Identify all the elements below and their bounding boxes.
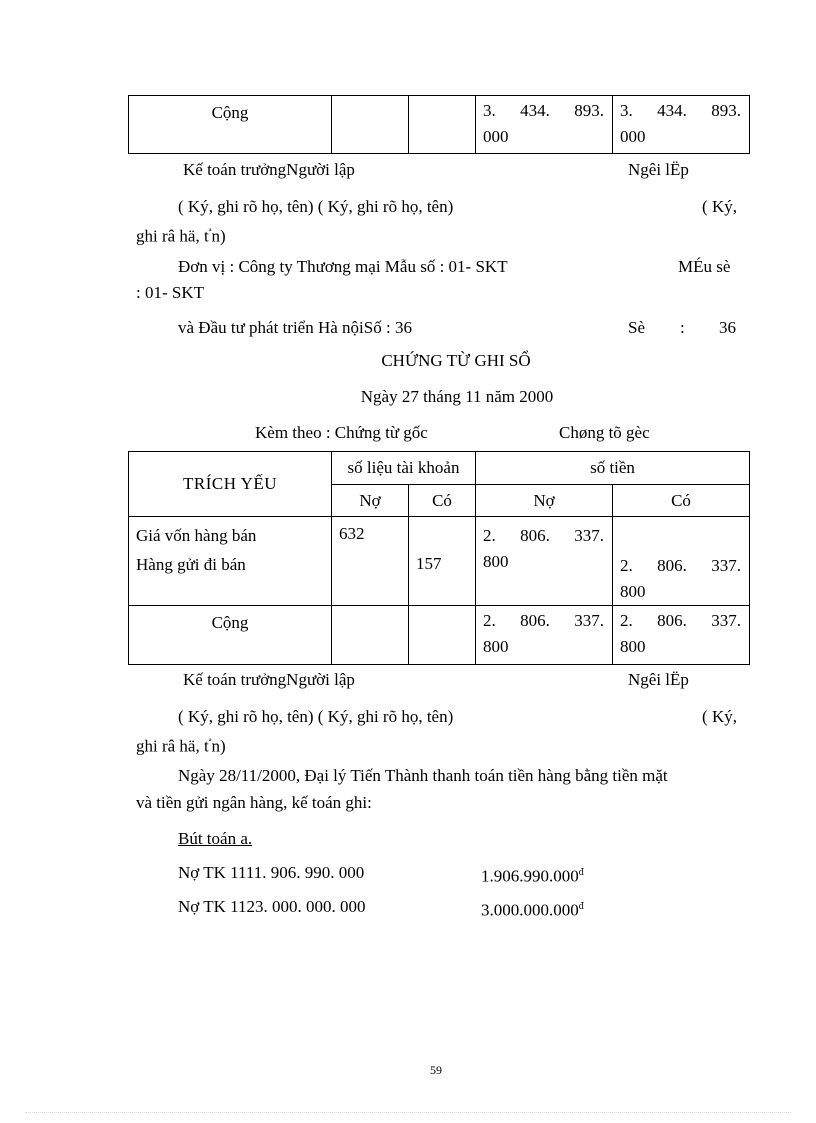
- signature-instruction-right: ( Ký,: [702, 707, 737, 726]
- header-account: số liệu tài khoản: [332, 452, 476, 485]
- header-account-debit: Nợ: [332, 485, 409, 517]
- attachment-label: Kèm theo : Chứng từ gốc: [255, 423, 428, 442]
- signature-title-right: Ngêi lËp: [628, 670, 689, 689]
- debit-amount-cell: 2. 806. 337. 800: [476, 517, 613, 606]
- empty-cell: [409, 606, 476, 665]
- voucher-table: [128, 451, 750, 665]
- unit-line-3-right-c: 36: [719, 318, 736, 337]
- paragraph-line-2: và tiền gửi ngân hàng, kế toán ghi:: [136, 793, 372, 812]
- empty-cell: [409, 96, 476, 154]
- total-label: Cộng: [129, 96, 332, 154]
- account-credit-cell: 157: [409, 517, 476, 606]
- empty-cell: [332, 606, 409, 665]
- signature-title-right: Ngêi lËp: [628, 160, 689, 179]
- credit-amount-cell: 2. 806. 337. 800: [613, 606, 750, 665]
- description-cell: [129, 517, 332, 606]
- unit-line-1: Đơn vị : Công ty Thương mại Mẫu số : 01- SKT: [178, 257, 508, 276]
- header-amount-credit: Có: [613, 485, 750, 517]
- summary-table-top: [128, 95, 750, 154]
- voucher-date: Ngày 27 tháng 11 năm 2000: [360, 387, 554, 406]
- unit-line-3-right-a: Sè: [628, 318, 645, 337]
- header-account-credit: Có: [409, 485, 476, 517]
- unit-line-2: : 01- SKT: [136, 283, 204, 302]
- credit-amount-cell: 3. 434. 893. 000: [613, 96, 750, 154]
- signature-instruction-cont: ghi râ hä, $t^ªn$): [136, 226, 226, 246]
- voucher-title: CHỨNG TỪ GHI SỔ: [381, 351, 531, 370]
- signature-instructions: ( Ký, ghi rõ họ, tên) ( Ký, ghi rõ họ, tên): [178, 707, 454, 726]
- entry-amount-1: $1.906.990.000^đ$: [481, 866, 584, 886]
- header-row: [129, 452, 750, 485]
- entry-amount-2: $3.000.000.000^đ$: [481, 900, 584, 920]
- signature-titles: Kế toán trưởngNgười lập: [183, 670, 355, 689]
- signature-titles: Kế toán trưởngNgười lập: [183, 160, 355, 179]
- empty-cell: [332, 96, 409, 154]
- table-row: [129, 96, 750, 154]
- entry-title: Bút toán a.: [178, 829, 253, 848]
- signature-instruction-right: ( Ký,: [702, 197, 737, 216]
- table-row: [129, 517, 750, 606]
- unit-line-3: và Đầu tư phát triển Hà nộiSố : 36: [178, 318, 412, 337]
- unit-line-3-right-b: :: [680, 318, 685, 337]
- entry-account-1: Nợ TK 1111. 906. 990. 000: [178, 863, 365, 882]
- debit-amount-cell: 3. 434. 893. 000: [476, 96, 613, 154]
- page-bottom-divider: [25, 1112, 791, 1113]
- page-number: 59: [430, 1063, 442, 1077]
- header-amount: số tiền: [476, 452, 750, 485]
- unit-line-1-right: MÉu sè: [678, 257, 731, 276]
- total-row: [129, 606, 750, 665]
- paragraph-line-1: Ngày 28/11/2000, Đại lý Tiến Thành thanh toán tiền hàng bằng tiền mặt: [178, 766, 668, 785]
- entry-account-2: Nợ TK 1123. 000. 000. 000: [178, 897, 366, 916]
- signature-instruction-cont: ghi râ hä, $t^ªn$): [136, 736, 226, 756]
- description-line-2: Hàng gửi đi bán: [136, 555, 246, 574]
- header-amount-debit: Nợ: [476, 485, 613, 517]
- credit-amount-cell: 2. 806. 337. 800: [613, 517, 750, 606]
- total-label: Cộng: [129, 606, 332, 665]
- signature-instructions: ( Ký, ghi rõ họ, tên) ( Ký, ghi rõ họ, tên): [178, 197, 454, 216]
- attachment-label-right: Chøng tõ gèc: [559, 423, 650, 442]
- header-description: TRÍCH YẾU: [129, 452, 332, 517]
- description-line-1: Giá vốn hàng bán: [136, 526, 257, 545]
- debit-amount-cell: 2. 806. 337. 800: [476, 606, 613, 665]
- account-debit-cell: 632: [332, 517, 409, 606]
